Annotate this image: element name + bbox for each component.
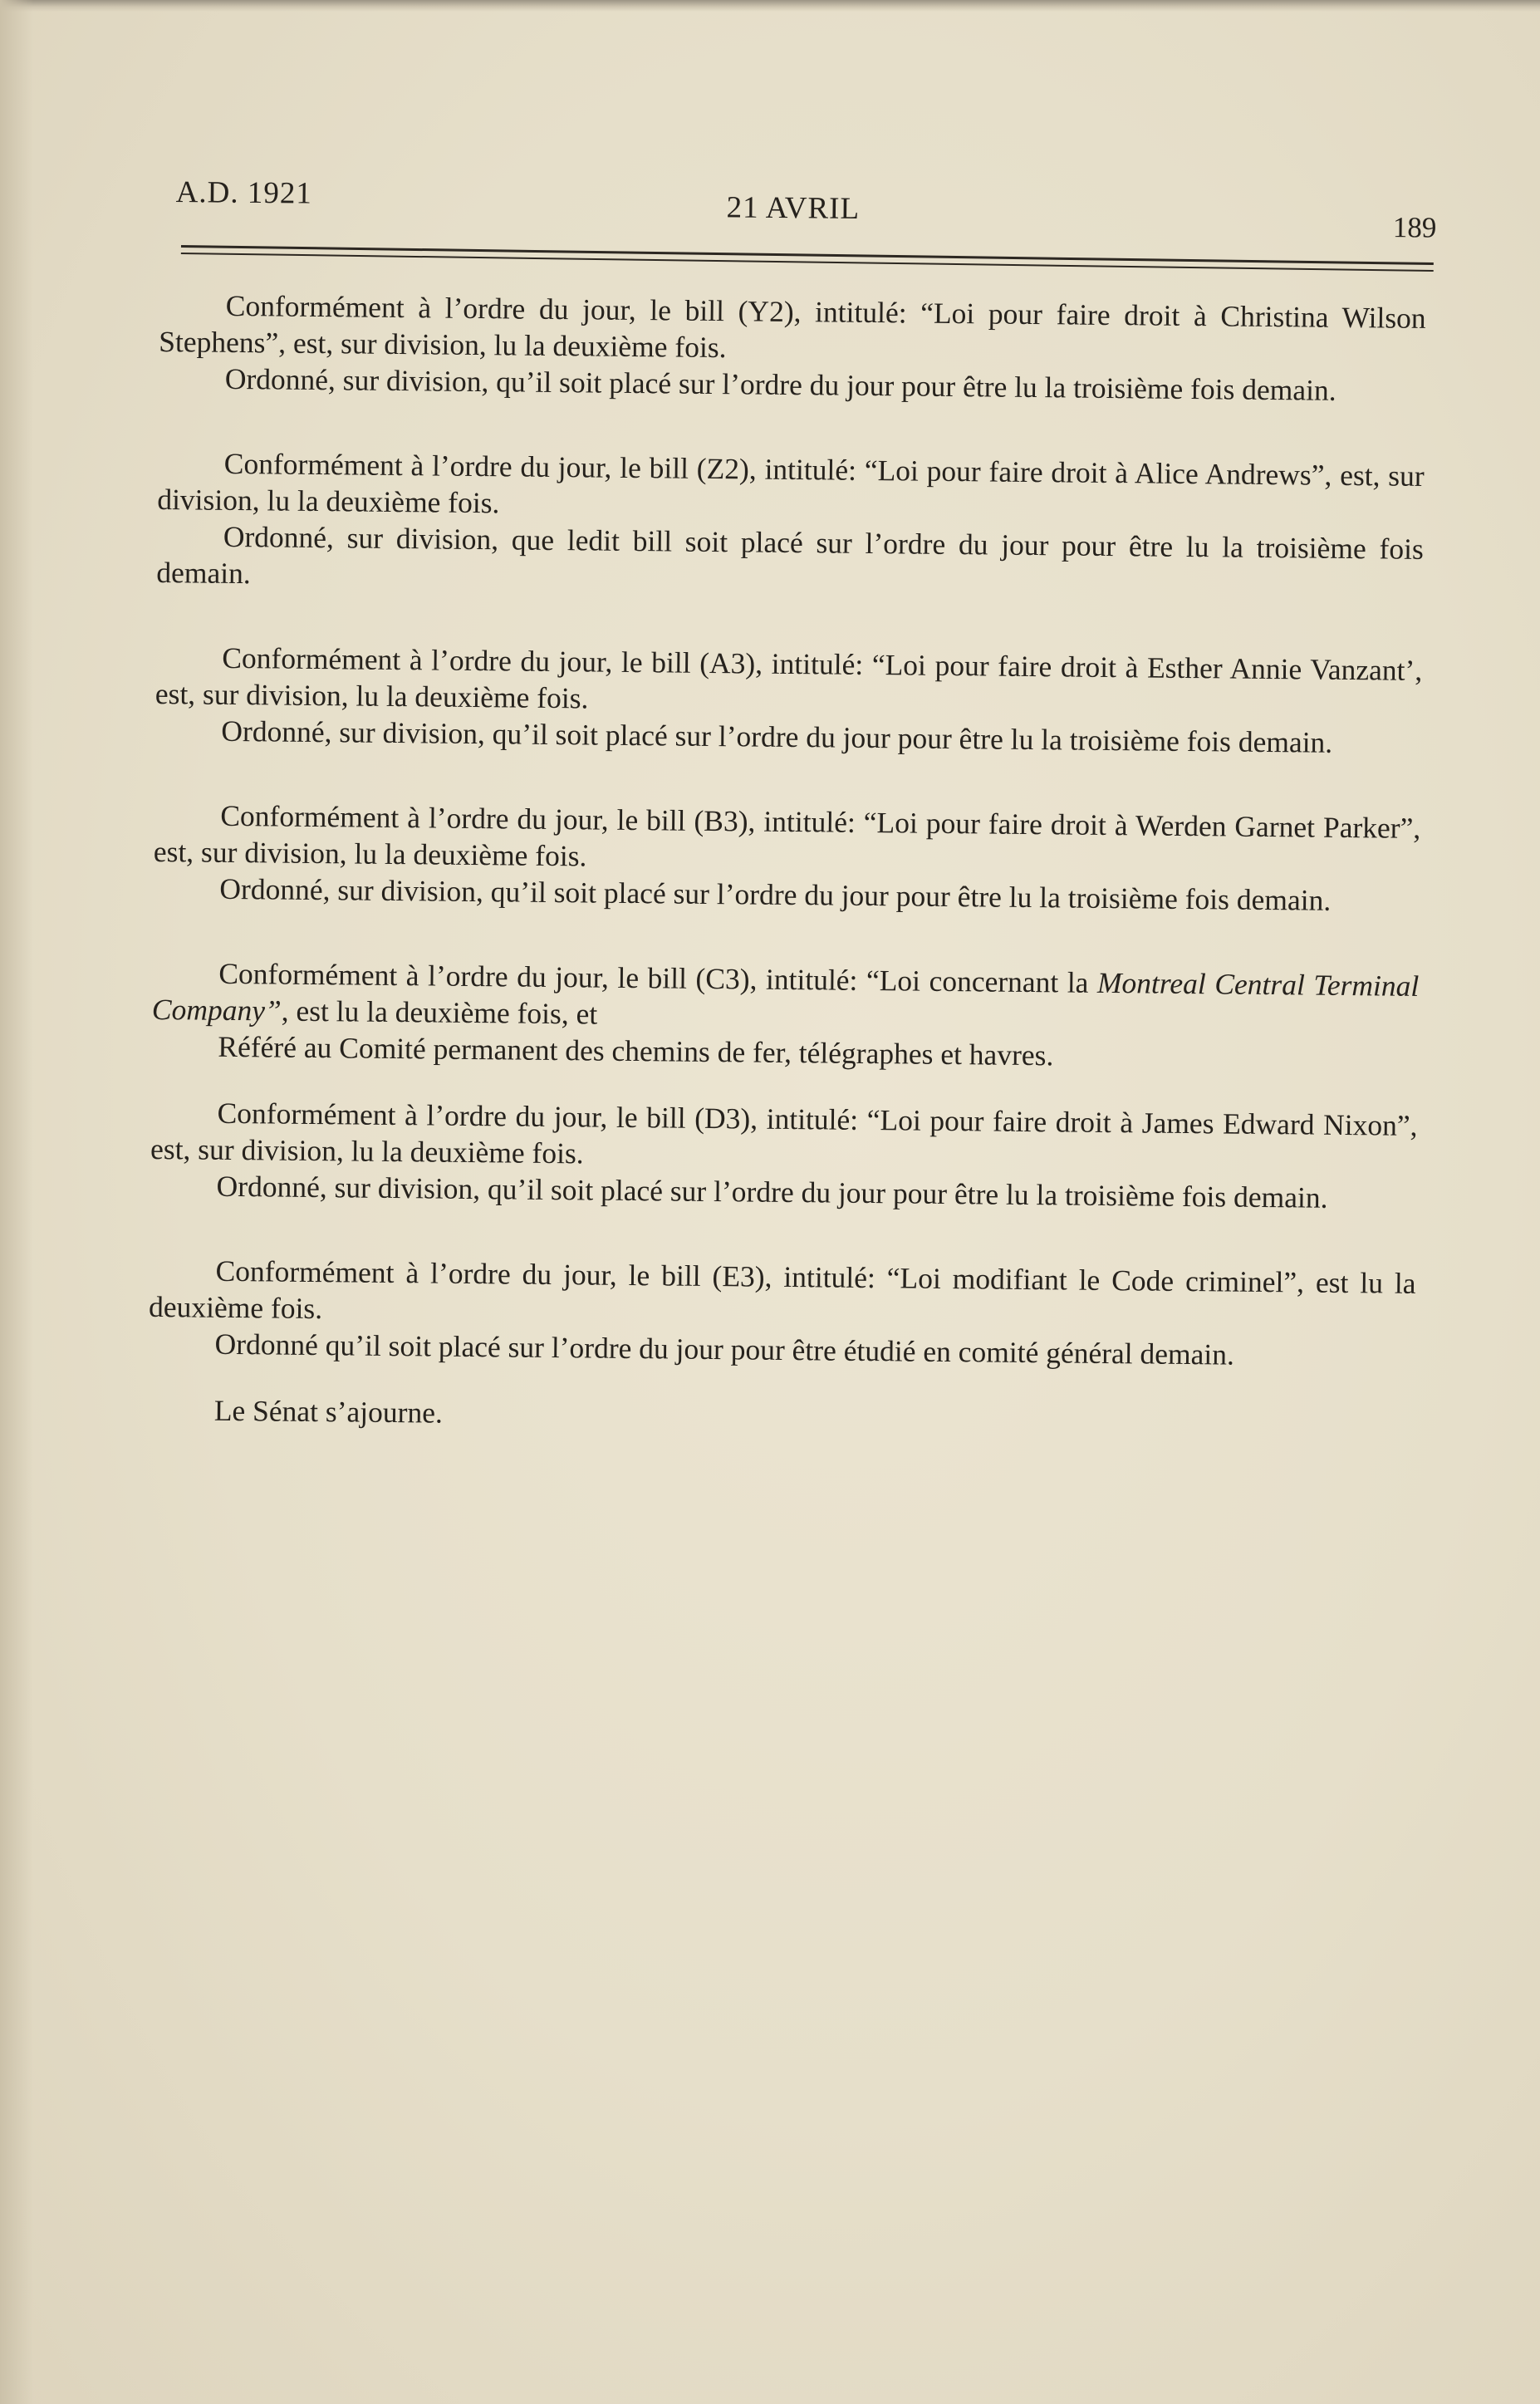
page-number: 189	[1392, 211, 1437, 244]
company-name: Montreal Central Terminal Company”	[151, 965, 1420, 1028]
second-reading-paragraph: Conformément à l’ordre du jour, le bill (B3), intitulé: “Loi pour faire droit à Werden Garnet Parker”, est, sur division, lu la deuxième fois.	[153, 798, 1421, 873]
entry-bill-y2	[159, 287, 1426, 410]
page-left-edge	[0, 0, 33, 2404]
second-reading-paragraph: Conformément à l’ordre du jour, le bill (A3), intitulé: “Loi pour faire droit à Esther Annie Vanzant’, est, sur division, lu la deuxième fois.	[154, 640, 1423, 715]
entry-bill-e3	[148, 1252, 1415, 1375]
order-paragraph: Ordonné, sur division, qu’il soit placé sur l’ordre du jour pour être lu la troisième fois demain.	[221, 714, 1333, 759]
entry-bill-d3	[150, 1094, 1417, 1217]
second-reading-paragraph: Conformément à l’ordre du jour, le bill (Z2), intitulé: “Loi pour faire droit à Alice Andrews”, est, sur division, lu la deuxième fois.	[157, 446, 1425, 520]
reading-text-end: , est lu la deuxième fois, et	[281, 993, 598, 1031]
entry-bill-c3	[151, 954, 1419, 1077]
entry-bill-z2	[156, 444, 1425, 604]
second-reading-paragraph	[152, 954, 1420, 1041]
order-paragraph: Ordonné, sur division, qu’il soit placé sur l’ordre du jour pour être lu la troisième fois demain.	[219, 871, 1332, 917]
entry-bill-a3	[154, 639, 1422, 762]
referral-paragraph: Référé au Comité permanent des chemins de fer, télégraphes et havres.	[218, 1029, 1054, 1072]
second-reading-paragraph: Conformément à l’ordre du jour, le bill (D3), intitulé: “Loi pour faire droit à James Edward Nixon”, est, sur division, lu la deuxième fois.	[150, 1096, 1418, 1170]
second-reading-paragraph: Conformément à l’ordre du jour, le bill (Y2), intitulé: “Loi pour faire droit à Christina Wilson Stephens”, est, sur division, lu la deuxième fois.	[159, 288, 1426, 365]
running-header	[174, 166, 1437, 245]
header-double-rule	[181, 245, 1434, 287]
journal-body	[147, 287, 1426, 1470]
order-paragraph: Ordonné, sur division, que ledit bill soit placé sur l’ordre du jour pour être lu la troisième fois demain.	[156, 519, 1424, 591]
header-date: 21 AVRIL	[726, 190, 861, 226]
header-year: A.D. 1921	[175, 175, 313, 211]
order-paragraph: Ordonné, sur division, qu’il soit placé sur l’ordre du jour pour être lu la troisième fois demain.	[216, 1169, 1328, 1214]
order-paragraph: Ordonné, sur division, qu’il soit placé sur l’ordre du jour pour être lu la troisième fois demain.	[224, 361, 1336, 407]
order-paragraph: Ordonné qu’il soit placé sur l’ordre du jour pour être étudié en comité général demain.	[214, 1327, 1235, 1371]
adjournment-line: Le Sénat s’ajourne.	[213, 1393, 444, 1430]
reading-text: Conformément à l’ordre du jour, le bill (C3), intitulé: “Loi concernant la	[218, 956, 1098, 999]
entry-bill-b3	[153, 797, 1420, 920]
second-reading-paragraph: Conformément à l’ordre du jour, le bill (E3), intitulé: “Loi modifiant le Code criminel”, est lu la deuxième fois.	[148, 1254, 1416, 1326]
page-top-edge	[0, 0, 1540, 12]
